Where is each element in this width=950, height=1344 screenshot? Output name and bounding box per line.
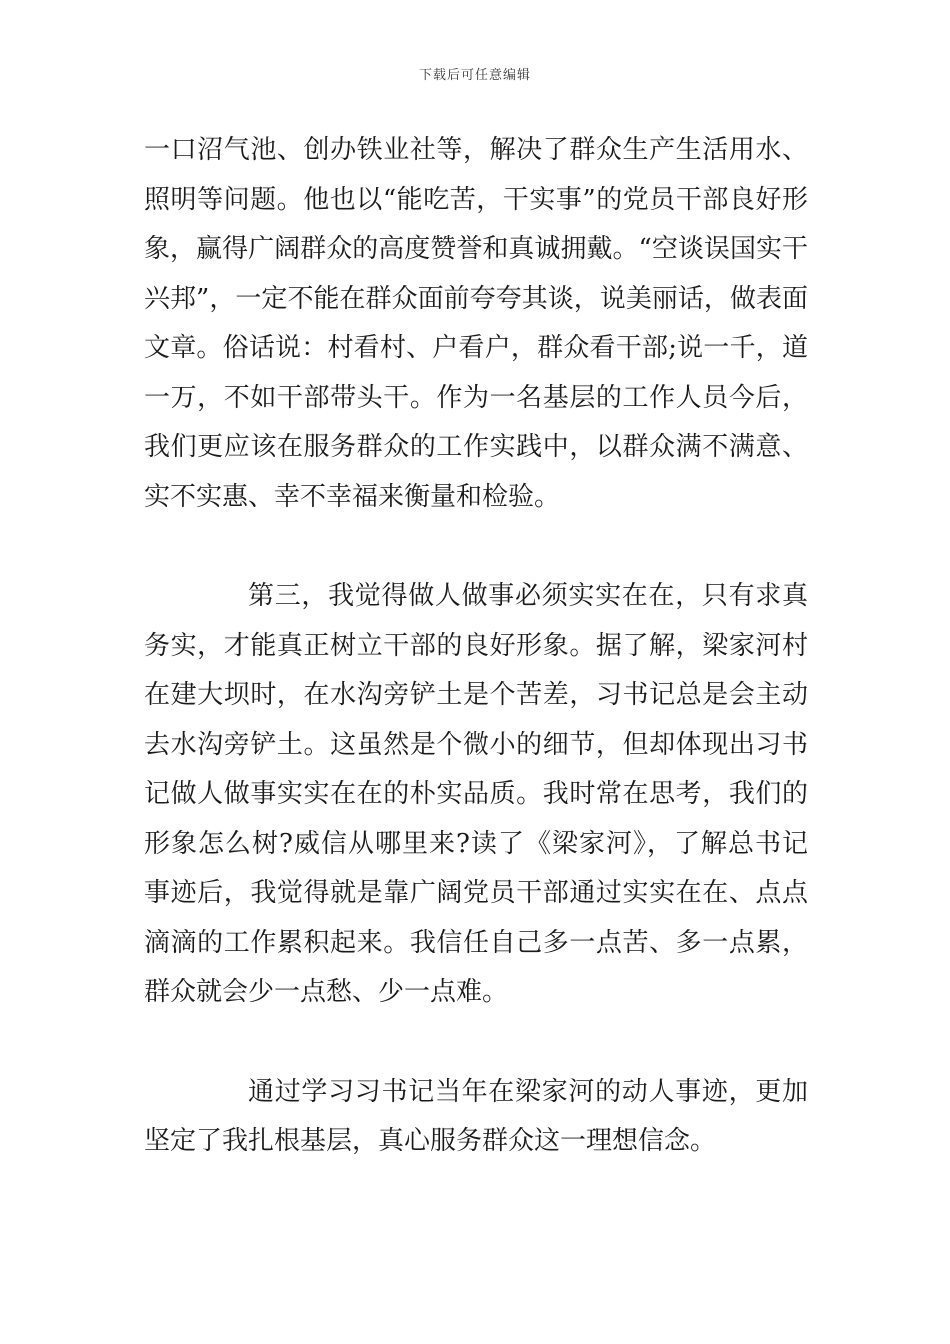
paragraph-gap [144, 1018, 808, 1068]
paragraph-third-point: 第三，我觉得做人做事必须实实在在，只有求真务实，才能真正树立干部的良好形象。据了解，梁家河村在建大坝时，在水沟旁铲土是个苦差，习书记总是会主动去水沟旁铲土。这虽然是个微小的细节，但却体现出习书记做人做事实实在在的朴实品质。我时常在思考，我们的形象怎么树?威信从哪里来?读了《梁家河》，了解总书记事迹后，我觉得就是靠广阔党员干部通过实实在在、点点滴滴的工作累积起来。我信任自己多一点苦、多一点累，群众就会少一点愁、少一点难。 [144, 581, 808, 1007]
document-body [144, 126, 808, 1167]
paragraph-gap [144, 522, 808, 572]
paragraph-conclusion: 通过学习习书记当年在梁家河的动人事迹，更加坚定了我扎根基层，真心服务群众这一理想信念。 [144, 1076, 808, 1156]
page-header-note: 下载后可任意编辑 [418, 68, 531, 83]
paragraph-continuation: 一口沼气池、创办铁业社等，解决了群众生产生活用水、照明等问题。他也以“能吃苦，干实事”的党员干部良好形象，赢得广阔群众的高度赞誉和真诚拥戴。“空谈误国实干兴邦”，一定不能在群众面前夸夸其谈，说美丽话，做表面文章。俗话说：村看村、户看户，群众看干部;说一千，道一万，不如干部带头干。作为一名基层的工作人员今后，我们更应该在服务群众的工作实践中，以群众满不满意、实不实惠、幸不幸福来衡量和检验。 [144, 135, 808, 512]
